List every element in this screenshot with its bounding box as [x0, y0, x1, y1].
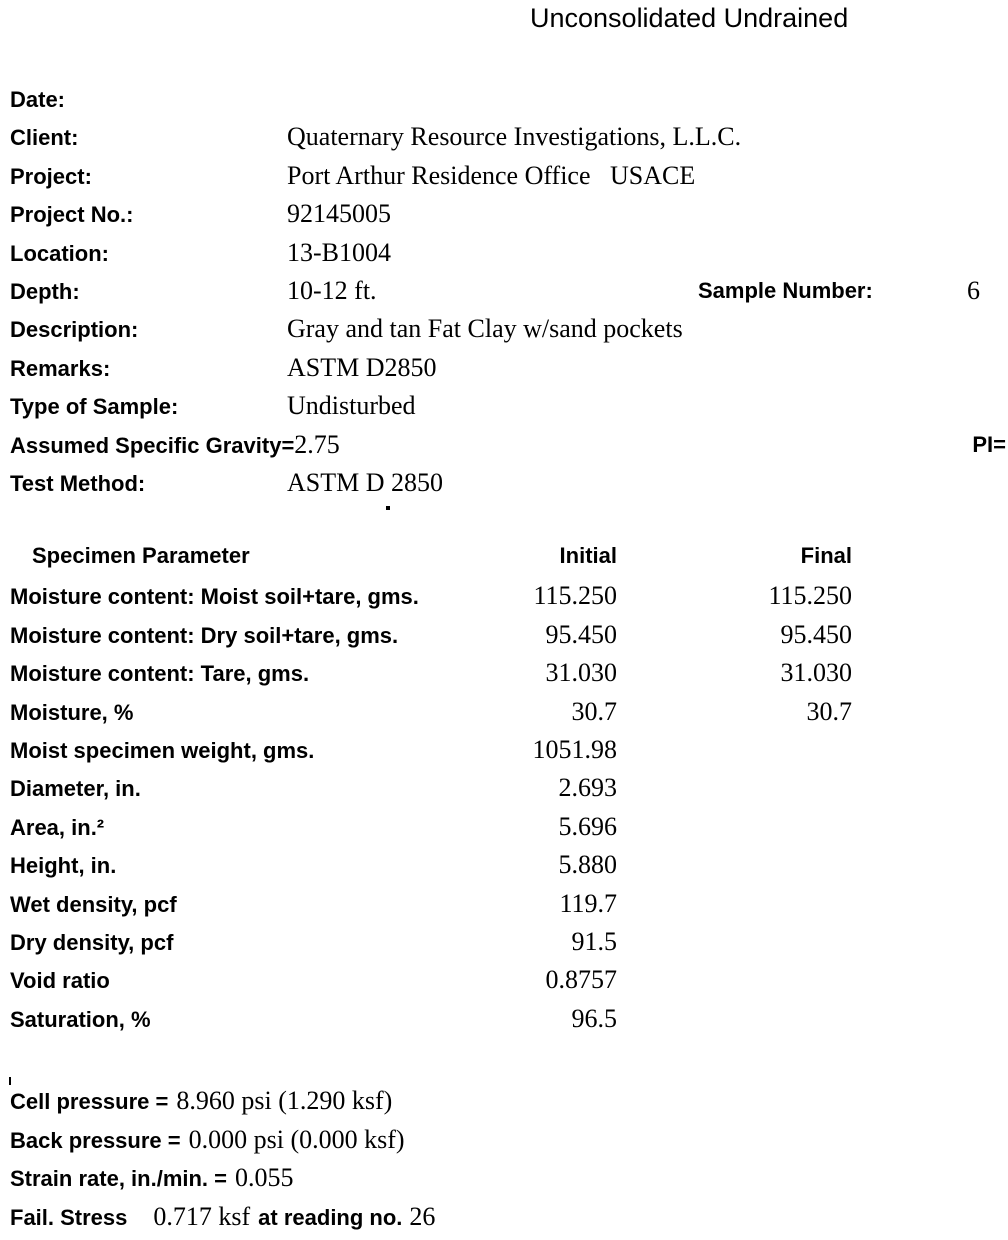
client-value: Quaternary Resource Investigations, L.L.C. — [287, 122, 742, 152]
field-row-client — [10, 118, 1000, 156]
final-value: 115.250 — [768, 581, 852, 611]
field-row-test-method — [10, 464, 1000, 502]
reading-no-value: 26 — [409, 1201, 436, 1231]
back-pressure-label: Back pressure = — [10, 1127, 181, 1153]
test-method-label: Test Method: — [10, 470, 146, 496]
description-label: Description: — [10, 317, 139, 343]
field-row-project-no — [10, 195, 1000, 233]
parameter-label: Wet density, pcf — [10, 891, 177, 917]
field-row-specific-gravity — [10, 426, 1006, 464]
sample-type-value: Undisturbed — [287, 391, 416, 421]
field-row-project — [10, 157, 1000, 195]
back-pressure-value: 0.000 psi (0.000 ksf) — [188, 1124, 405, 1154]
test-method-value: ASTM D 2850 — [287, 467, 444, 497]
table-row — [10, 812, 852, 850]
table-header-row — [10, 543, 852, 581]
pi-label: PI= — [972, 431, 1006, 457]
description-value: Gray and tan Fat Clay w/sand pockets — [287, 314, 683, 344]
table-row — [10, 850, 852, 888]
sample-number-value: 6 — [967, 275, 980, 305]
initial-value: 115.250 — [533, 581, 617, 611]
table-row — [10, 889, 852, 927]
parameter-label: Moisture, % — [10, 699, 134, 725]
parameter-label: Moisture content: Moist soil+tare, gms. — [10, 584, 419, 610]
initial-value: 91.5 — [571, 926, 617, 956]
initial-value: 119.7 — [559, 888, 617, 918]
reading-no-label: at reading no. — [258, 1204, 403, 1230]
client-label: Client: — [10, 125, 79, 151]
parameter-label: Dry density, pcf — [10, 929, 174, 955]
field-row-description — [10, 310, 1000, 348]
remarks-label: Remarks: — [10, 355, 111, 381]
final-value: 31.030 — [780, 658, 852, 688]
back-pressure-line — [10, 1121, 435, 1160]
field-row-remarks — [10, 349, 1000, 387]
scan-artifact-dot — [386, 506, 390, 510]
parameter-label: Void ratio — [10, 968, 110, 994]
fail-stress-line — [10, 1198, 435, 1237]
parameter-label: Diameter, in. — [10, 776, 141, 802]
strain-rate-value: 0.055 — [235, 1163, 294, 1193]
location-label: Location: — [10, 240, 109, 266]
parameter-label: Area, in.² — [10, 814, 105, 840]
remarks-value: ASTM D2850 — [287, 352, 437, 382]
initial-value: 0.8757 — [545, 965, 617, 995]
column-header-final: Final — [800, 543, 852, 568]
cell-pressure-line — [10, 1082, 435, 1121]
specific-gravity-label: Assumed Specific Gravity= — [10, 432, 295, 458]
initial-value: 95.450 — [545, 619, 617, 649]
location-value: 13-B1004 — [287, 237, 391, 267]
scan-artifact-tick — [9, 1077, 11, 1085]
initial-value: 2.693 — [558, 773, 617, 803]
sample-type-label: Type of Sample: — [10, 394, 179, 420]
fail-stress-value: 0.717 ksf — [153, 1201, 251, 1231]
field-row-depth — [10, 272, 1000, 310]
parameter-label: Saturation, % — [10, 1006, 151, 1032]
table-row — [10, 620, 852, 658]
parameter-label: Moisture content: Tare, gms. — [10, 661, 310, 687]
parameter-label: Moist specimen weight, gms. — [10, 737, 315, 763]
initial-value: 96.5 — [571, 1003, 617, 1033]
depth-value: 10-12 ft. — [287, 275, 377, 305]
field-row-date — [10, 80, 1000, 118]
specimen-parameter-table — [10, 543, 852, 1042]
table-row — [10, 735, 852, 773]
table-row — [10, 1004, 852, 1042]
initial-value: 1051.98 — [532, 734, 617, 764]
cell-pressure-label: Cell pressure = — [10, 1089, 169, 1114]
column-header-parameter: Specimen Parameter — [32, 543, 250, 568]
results-block — [10, 1082, 435, 1236]
cell-pressure-value: 8.960 psi (1.290 ksf) — [176, 1086, 393, 1115]
project-label: Project: — [10, 163, 92, 189]
table-row — [10, 658, 852, 696]
strain-rate-line — [10, 1159, 435, 1198]
header-fields — [10, 80, 1006, 502]
field-row-sample-type — [10, 387, 1000, 425]
initial-value: 30.7 — [571, 696, 617, 726]
initial-value: 31.030 — [545, 658, 617, 688]
report-title: Unconsolidated Undrained — [530, 3, 849, 33]
project-no-value: 92145005 — [287, 199, 391, 229]
strain-rate-label: Strain rate, in./min. = — [10, 1166, 228, 1192]
fail-stress-label: Fail. Stress — [10, 1204, 128, 1230]
column-header-initial: Initial — [559, 543, 617, 568]
table-row — [10, 927, 852, 965]
final-value: 30.7 — [806, 696, 852, 726]
project-no-label: Project No.: — [10, 202, 134, 228]
depth-label: Depth: — [10, 278, 80, 304]
table-row — [10, 581, 852, 619]
date-label: Date: — [10, 87, 66, 112]
specific-gravity-value: 2.75 — [294, 429, 340, 459]
table-row — [10, 773, 852, 811]
project-value: Port Arthur Residence Office USACE — [287, 160, 696, 190]
initial-value: 5.696 — [558, 811, 617, 841]
parameter-label: Height, in. — [10, 853, 117, 879]
final-value: 95.450 — [780, 619, 852, 649]
sample-number-label: Sample Number: — [698, 277, 873, 303]
initial-value: 5.880 — [558, 850, 617, 880]
field-row-location — [10, 234, 1000, 272]
parameter-label: Moisture content: Dry soil+tare, gms. — [10, 622, 399, 648]
table-row — [10, 697, 852, 735]
table-row — [10, 965, 852, 1003]
